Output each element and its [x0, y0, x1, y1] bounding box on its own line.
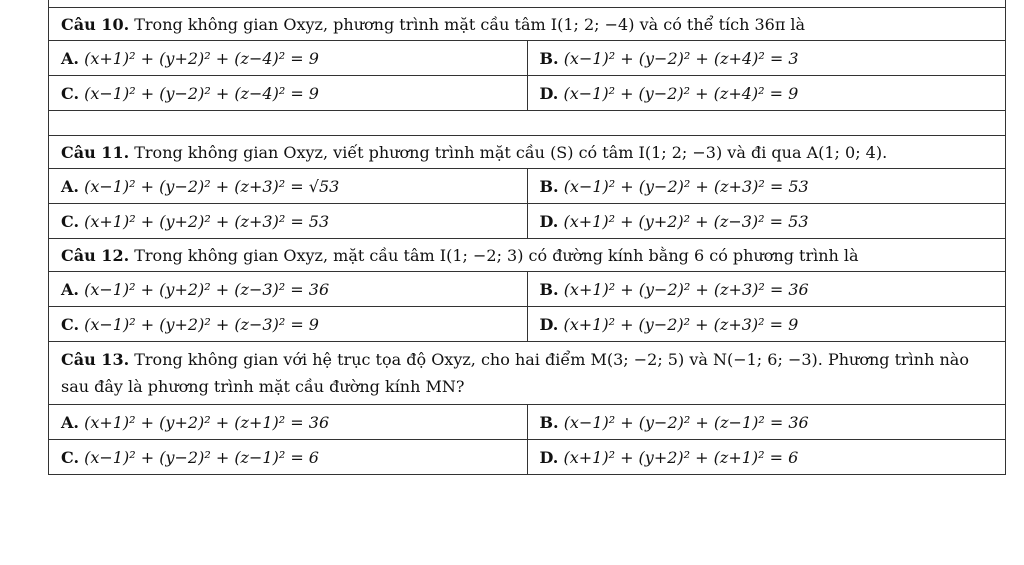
option-label: B.	[539, 279, 559, 299]
option-formula: (x+1)² + (y−2)² + (z+3)² = 9	[563, 314, 799, 334]
option-formula: (x+1)² + (y+2)² + (z−3)² = 53	[563, 211, 809, 231]
question-label: Câu 12.	[61, 245, 130, 265]
option-label: C.	[61, 83, 80, 103]
option-b[interactable]	[527, 169, 1006, 204]
option-label: C.	[61, 447, 80, 467]
option-label: A.	[61, 176, 79, 196]
option-formula: (x−1)² + (y−2)² + (z+4)² = 9	[563, 83, 799, 103]
option-a[interactable]	[49, 405, 528, 440]
option-formula: (x+1)² + (y+2)² + (z+3)² = 53	[84, 211, 330, 231]
option-label: C.	[61, 211, 80, 231]
question-10	[49, 8, 1006, 41]
option-formula: (x−1)² + (y+2)² + (z−3)² = 9	[84, 314, 319, 334]
option-label: A.	[61, 412, 79, 432]
question-text: Trong không gian Oxyz, viết phương trình mặt cầu (S) có tâm I(1; 2; −3) và đi qua A(1; 0; 4).	[134, 142, 888, 162]
option-a[interactable]	[49, 272, 528, 307]
option-label: B.	[539, 176, 559, 196]
option-c[interactable]	[49, 307, 528, 342]
question-12	[49, 239, 1006, 272]
option-formula: (x+1)² + (y+2)² + (z+1)² = 6	[563, 447, 799, 467]
option-formula: (x−1)² + (y+2)² + (z−3)² = 36	[84, 279, 330, 299]
question-label: Câu 11.	[61, 142, 130, 162]
option-label: B.	[539, 48, 559, 68]
option-d[interactable]	[527, 204, 1006, 239]
option-label: A.	[61, 279, 79, 299]
option-c[interactable]	[49, 204, 528, 239]
question-13	[49, 342, 1006, 405]
question-label: Câu 10.	[61, 14, 130, 34]
option-label: B.	[539, 412, 559, 432]
option-label: A.	[61, 48, 79, 68]
option-label: D.	[539, 83, 559, 103]
option-label: D.	[539, 447, 559, 467]
option-formula: (x−1)² + (y−2)² + (z+4)² = 3	[563, 48, 799, 68]
question-11	[49, 136, 1006, 169]
option-formula: (x+1)² + (y+2)² + (z+1)² = 36	[84, 412, 330, 432]
option-formula: (x−1)² + (y−2)² + (z+3)² = √53	[84, 176, 340, 196]
option-label: D.	[539, 314, 559, 334]
option-a[interactable]	[49, 169, 528, 204]
option-formula: (x+1)² + (y+2)² + (z−4)² = 9	[84, 48, 319, 68]
option-c[interactable]	[49, 76, 528, 111]
question-sheet	[48, 0, 1006, 475]
question-table	[48, 0, 1006, 475]
blank-row	[49, 111, 1006, 136]
option-b[interactable]	[527, 272, 1006, 307]
option-label: C.	[61, 314, 80, 334]
question-text: Trong không gian với hệ trục tọa độ Oxyz, cho hai điểm M(3; −2; 5) và N(−1; 6; −3). Phương trình nào sau đây là phương trình mặt cầu đường kính MN?	[61, 350, 969, 396]
option-b[interactable]	[527, 405, 1006, 440]
option-formula: (x−1)² + (y−2)² + (z−1)² = 36	[563, 412, 809, 432]
option-d[interactable]	[527, 76, 1006, 111]
top-blank-row	[49, 0, 1006, 8]
option-formula: (x+1)² + (y−2)² + (z+3)² = 36	[563, 279, 809, 299]
option-formula: (x−1)² + (y−2)² + (z−1)² = 6	[84, 447, 319, 467]
option-formula: (x−1)² + (y−2)² + (z+3)² = 53	[563, 176, 809, 196]
option-b[interactable]	[527, 41, 1006, 76]
option-a[interactable]	[49, 41, 528, 76]
option-d[interactable]	[527, 307, 1006, 342]
question-label: Câu 13.	[61, 350, 130, 369]
option-c[interactable]	[49, 440, 528, 475]
question-text: Trong không gian Oxyz, mặt cầu tâm I(1; −2; 3) có đường kính bằng 6 có phương trình là	[134, 245, 859, 265]
option-label: D.	[539, 211, 559, 231]
option-formula: (x−1)² + (y−2)² + (z−4)² = 9	[84, 83, 319, 103]
question-text: Trong không gian Oxyz, phương trình mặt cầu tâm I(1; 2; −4) và có thể tích 36π là	[134, 14, 806, 34]
option-d[interactable]	[527, 440, 1006, 475]
